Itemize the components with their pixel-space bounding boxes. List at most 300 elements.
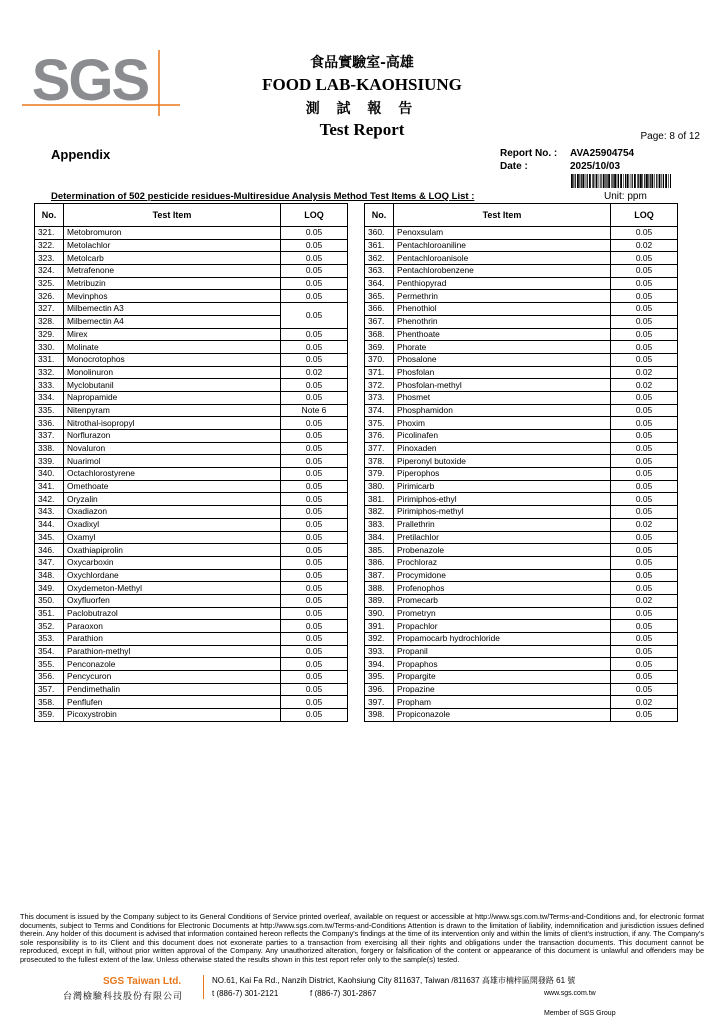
barcode-bar [642,174,643,188]
row-number: 372. [365,379,394,392]
table-row [365,341,678,354]
test-item-name: Penflufen [64,696,281,709]
test-item-name: Propazine [394,683,611,696]
barcode-bar [665,174,667,188]
row-number: 359. [35,709,64,722]
table-row [35,455,348,468]
test-item-name: Propaphos [394,658,611,671]
test-item-name: Procymidone [394,569,611,582]
row-number: 377. [365,442,394,455]
row-number: 327. [35,303,64,316]
test-item-name: Phosfolan-methyl [394,379,611,392]
table-row [35,417,348,430]
table-row [35,227,348,240]
table-row [35,531,348,544]
row-number: 332. [35,366,64,379]
barcode-bar [638,174,639,188]
loq-value: 0.05 [611,569,678,582]
table-row [365,404,678,417]
table-row [35,290,348,303]
row-number: 353. [35,633,64,646]
barcode-bar [611,174,612,188]
loq-value: 0.05 [611,556,678,569]
loq-value: 0.05 [611,671,678,684]
test-item-name: Phorate [394,341,611,354]
test-item-name: Pendimethalin [64,683,281,696]
barcode-bar [668,174,669,188]
loq-value: 0.05 [611,607,678,620]
barcode-bar [606,174,607,188]
pesticide-table-left [34,203,348,722]
report-no-label: Report No. : [500,148,558,159]
loq-value: 0.05 [611,430,678,443]
legal-disclaimer: This document is issued by the Company subject to its General Conditions of Service printed overleaf, available on request or accessible at http://www.sgs.com.tw/Terms-and-Conditions and, for electronic format documents, subject to Terms and Conditions for Electronic Documents at http://www.sgs.com.tw/Terms-and-Conditions Attention is drawn to the limitation of liability, indemnification and jurisdiction issues defined therein. Any holder of this document is advised that information contained hereon reflects the Company's findings at the time of its intervention only and within the limits of client's instruction, if any. The Company's sole responsibility is to its Client and this document does not exonerate parties to a transaction from exercising all their rights and obligations under the transaction documents. This document cannot be reproduced, except in full, without prior written approval of the Company. Any unauthorized alteration, forgery or falsification of the content or appearance of this document is unlawful and offenders may be prosecuted to the fullest extent of the law. Unless otherwise stated the results shown in this test report refer only to the sample(s) tested. [20,912,704,964]
loq-value: 0.05 [611,315,678,328]
row-number: 368. [365,328,394,341]
loq-value: 0.05 [281,391,348,404]
row-number: 390. [365,607,394,620]
test-item-name: Promecarb [394,594,611,607]
row-number: 382. [365,506,394,519]
test-item-name: Metolcarb [64,252,281,265]
table-row [35,683,348,696]
row-number: 395. [365,671,394,684]
table-row [35,480,348,493]
row-number: 383. [365,518,394,531]
row-number: 374. [365,404,394,417]
table-row [365,493,678,506]
loq-value: 0.05 [611,683,678,696]
table-row [365,239,678,252]
loq-value: 0.05 [281,633,348,646]
barcode-bar [623,174,624,188]
table-row [365,544,678,557]
barcode-bar [646,174,648,188]
row-number: 394. [365,658,394,671]
row-number: 365. [365,290,394,303]
row-number: 398. [365,709,394,722]
row-number: 385. [365,544,394,557]
row-number: 391. [365,620,394,633]
row-number: 334. [35,391,64,404]
row-number: 324. [35,265,64,278]
test-item-name: Phosphamidon [394,404,611,417]
barcode-bar [582,174,584,188]
loq-value: Note 6 [281,404,348,417]
barcode-bar [661,174,662,188]
table-row [35,582,348,595]
row-number: 379. [365,468,394,481]
table-row [35,252,348,265]
loq-value: 0.05 [611,227,678,240]
barcode-bar [640,174,642,188]
test-item-name: Prochloraz [394,556,611,569]
barcode-bar [600,174,601,188]
row-number: 321. [35,227,64,240]
row-number: 373. [365,391,394,404]
table-row [365,455,678,468]
loq-value: 0.05 [611,442,678,455]
loq-value: 0.05 [281,607,348,620]
row-number: 351. [35,607,64,620]
barcode-bar [585,174,586,188]
date-value: 2025/10/03 [570,161,621,172]
row-number: 323. [35,252,64,265]
table-row [365,620,678,633]
test-item-name: Metribuzin [64,277,281,290]
row-number: 350. [35,594,64,607]
loq-value: 0.05 [611,645,678,658]
row-number: 322. [35,239,64,252]
table-row [35,277,348,290]
table-row [365,379,678,392]
report-title-chinese: 測 試 報 告 [305,101,419,117]
table-row [365,303,678,316]
company-name-chinese: 台灣檢驗科技股份有限公司 [63,992,184,1002]
test-item-name: Picoxystrobin [64,709,281,722]
row-number: 381. [365,493,394,506]
row-number: 348. [35,569,64,582]
barcode-bar [618,174,619,188]
loq-value: 0.05 [611,265,678,278]
loq-value: 0.05 [281,341,348,354]
loq-value: 0.05 [611,391,678,404]
row-number: 342. [35,493,64,506]
test-item-name: Parathion-methyl [64,645,281,658]
barcode-bar [654,174,655,188]
row-number: 345. [35,531,64,544]
barcode-bar [575,174,576,188]
table-row [35,709,348,722]
table-row [365,683,678,696]
barcode-bar [571,174,573,188]
table-row [365,709,678,722]
table-row [35,442,348,455]
loq-value: 0.05 [281,277,348,290]
test-item-name: Oxydemeton-Methyl [64,582,281,595]
loq-value: 0.05 [281,468,348,481]
table-row [365,252,678,265]
table-row [365,315,678,328]
loq-value: 0.05 [611,620,678,633]
table-row [365,277,678,290]
loq-value: 0.05 [611,455,678,468]
table-row [35,696,348,709]
loq-value: 0.05 [281,645,348,658]
table-row [35,544,348,557]
row-number: 347. [35,556,64,569]
row-number: 344. [35,518,64,531]
loq-value: 0.05 [611,493,678,506]
row-number: 364. [365,277,394,290]
row-number: 384. [365,531,394,544]
table-row [365,417,678,430]
table-row [35,620,348,633]
test-item-name: Prallethrin [394,518,611,531]
test-item-name: Phenothrin [394,315,611,328]
row-number: 389. [365,594,394,607]
loq-value: 0.05 [281,417,348,430]
loq-value: 0.05 [281,531,348,544]
barcode-bar [632,174,633,188]
table-row [365,582,678,595]
barcode-bar [596,174,598,188]
table-row [35,265,348,278]
row-number: 328. [35,315,64,328]
loq-value: 0.05 [611,290,678,303]
row-number: 335. [35,404,64,417]
loq-value: 0.05 [281,696,348,709]
barcode-bar [577,174,579,188]
test-item-name: Pirimiphos-ethyl [394,493,611,506]
table-row [365,391,678,404]
loq-value: 0.05 [281,518,348,531]
barcode-bar [589,174,591,188]
loq-value: 0.05 [281,328,348,341]
barcode-bar [663,174,664,188]
row-number: 340. [35,468,64,481]
loq-value: 0.05 [611,417,678,430]
test-item-name: Metrafenone [64,265,281,278]
row-number: 371. [365,366,394,379]
table-row [365,227,678,240]
row-number: 367. [365,315,394,328]
table-row [35,569,348,582]
row-number: 370. [365,353,394,366]
test-item-name: Octachlorostyrene [64,468,281,481]
row-number: 330. [35,341,64,354]
test-item-name: Permethrin [394,290,611,303]
row-number: 392. [365,633,394,646]
barcode-bar [659,174,661,188]
barcode-bar [620,174,622,188]
barcode-bar [579,174,580,188]
loq-value: 0.05 [611,506,678,519]
row-number: 336. [35,417,64,430]
barcode-bar [614,174,616,188]
loq-value: 0.05 [611,709,678,722]
loq-value: 0.05 [281,480,348,493]
test-item-name: Phosalone [394,353,611,366]
table-row [365,353,678,366]
test-item-name: Phosmet [394,391,611,404]
member-note: Member of SGS Group [544,1010,616,1017]
barcode-bar [625,174,626,188]
table-row [35,328,348,341]
test-item-name: Phoxim [394,417,611,430]
barcode-bar [627,174,629,188]
test-item-name: Piperophos [394,468,611,481]
row-number: 355. [35,658,64,671]
test-item-name: Paraoxon [64,620,281,633]
test-item-name: Oryzalin [64,493,281,506]
test-item-name: Penconazole [64,658,281,671]
table-row [365,328,678,341]
test-item-name: Pentachloroanisole [394,252,611,265]
test-item-name: Oxadixyl [64,518,281,531]
loq-value: 0.05 [281,303,348,328]
row-number: 369. [365,341,394,354]
table-row [35,404,348,417]
test-item-name: Nitenpyram [64,404,281,417]
test-item-name: Oxadiazon [64,506,281,519]
loq-value: 0.02 [611,366,678,379]
loq-value: 0.05 [281,582,348,595]
table-row [365,506,678,519]
barcode-bar [617,174,618,188]
page-number: Page: 8 of 12 [640,131,700,142]
loq-value: 0.05 [611,658,678,671]
loq-value: 0.05 [611,582,678,595]
test-item-name: Pirimicarb [394,480,611,493]
table-row [35,379,348,392]
loq-value: 0.05 [611,544,678,557]
loq-value: 0.05 [611,277,678,290]
test-item-name: Paclobutrazol [64,607,281,620]
lab-title-english: FOOD LAB-KAOHSIUNG [262,75,462,94]
table-row [365,633,678,646]
barcode-bar [670,174,671,188]
test-item-name: Picolinafen [394,430,611,443]
row-number: 361. [365,239,394,252]
loq-value: 0.05 [281,455,348,468]
loq-value: 0.05 [281,430,348,443]
test-item-name: Pretilachlor [394,531,611,544]
col-header-test-item: Test Item [64,204,281,227]
table-row [365,607,678,620]
test-item-name: Piperonyl butoxide [394,455,611,468]
test-item-name: Omethoate [64,480,281,493]
table-row [35,493,348,506]
row-number: 360. [365,227,394,240]
loq-value: 0.05 [611,328,678,341]
loq-value: 0.05 [611,404,678,417]
table-row [35,341,348,354]
barcode-bar [612,174,613,188]
report-title-english: Test Report [319,120,405,139]
loq-value: 0.02 [611,239,678,252]
loq-value: 0.05 [611,341,678,354]
barcode-bar [637,174,638,188]
col-header-test-item: Test Item [394,204,611,227]
report-no-value: AVA25904754 [570,148,635,159]
test-item-name: Metolachlor [64,239,281,252]
row-number: 393. [365,645,394,658]
test-item-name: Nitrothal-isopropyl [64,417,281,430]
row-number: 354. [35,645,64,658]
test-item-name: Molinate [64,341,281,354]
loq-value: 0.02 [611,696,678,709]
barcode-bar [648,174,649,188]
table-row [365,696,678,709]
loq-value: 0.05 [281,379,348,392]
website-link[interactable]: www.sgs.com.tw [544,990,596,997]
test-item-name: Monolinuron [64,366,281,379]
loq-value: 0.05 [281,227,348,240]
loq-value: 0.05 [281,671,348,684]
test-item-name: Prometryn [394,607,611,620]
table-row [365,265,678,278]
table-row [35,366,348,379]
table-row [365,430,678,443]
loq-value: 0.05 [281,544,348,557]
barcode-bar [587,174,588,188]
test-item-name: Parathion [64,633,281,646]
col-header-no: No. [365,204,394,227]
test-item-name: Oxycarboxin [64,556,281,569]
row-number: 346. [35,544,64,557]
table-row [365,658,678,671]
table-row [365,480,678,493]
loq-value: 0.05 [281,658,348,671]
row-number: 380. [365,480,394,493]
table-row [365,442,678,455]
company-address: NO.61, Kai Fa Rd., Nanzih District, Kaohsiung City 811637, Taiwan /811637 高雄市楠梓區開發路 61 號 [212,976,576,985]
test-item-name: Propargite [394,671,611,684]
loq-value: 0.05 [281,709,348,722]
col-header-loq: LOQ [611,204,678,227]
row-number: 388. [365,582,394,595]
loq-value: 0.05 [611,633,678,646]
barcode-bar [644,174,645,188]
row-number: 376. [365,430,394,443]
sgs-logo-text: SGS [31,50,149,113]
row-number: 362. [365,252,394,265]
loq-value: 0.02 [281,366,348,379]
barcode-bar [581,174,582,188]
loq-value: 0.02 [611,518,678,531]
test-item-name: Propham [394,696,611,709]
table-row [35,506,348,519]
test-item-name: Pencycuron [64,671,281,684]
test-item-name: Norflurazon [64,430,281,443]
test-item-name: Pentachlorobenzene [394,265,611,278]
loq-value: 0.05 [281,506,348,519]
loq-value: 0.05 [611,303,678,316]
barcode-bar [573,174,574,188]
loq-value: 0.05 [281,493,348,506]
table-row [35,658,348,671]
table-row [35,391,348,404]
table-row [35,607,348,620]
table-row [365,645,678,658]
row-number: 329. [35,328,64,341]
test-item-name: Propiconazole [394,709,611,722]
test-item-name: Pirimiphos-methyl [394,506,611,519]
barcode-bar [630,174,631,188]
row-number: 363. [365,265,394,278]
row-number: 352. [35,620,64,633]
row-number: 333. [35,379,64,392]
test-item-name: Milbemectin A4 [64,315,281,328]
loq-value: 0.05 [281,353,348,366]
barcode-bar [634,174,636,188]
pesticide-table-right [364,203,678,722]
row-number: 341. [35,480,64,493]
test-item-name: Propachlor [394,620,611,633]
report-info [500,147,634,173]
barcode-bar [605,174,606,188]
row-number: 339. [35,455,64,468]
test-item-name: Propanil [394,645,611,658]
test-item-name: Profenophos [394,582,611,595]
table-row [365,290,678,303]
test-item-name: Mirex [64,328,281,341]
test-item-name: Phosfolan [394,366,611,379]
loq-value: 0.05 [281,683,348,696]
table-row [35,556,348,569]
col-header-loq: LOQ [281,204,348,227]
